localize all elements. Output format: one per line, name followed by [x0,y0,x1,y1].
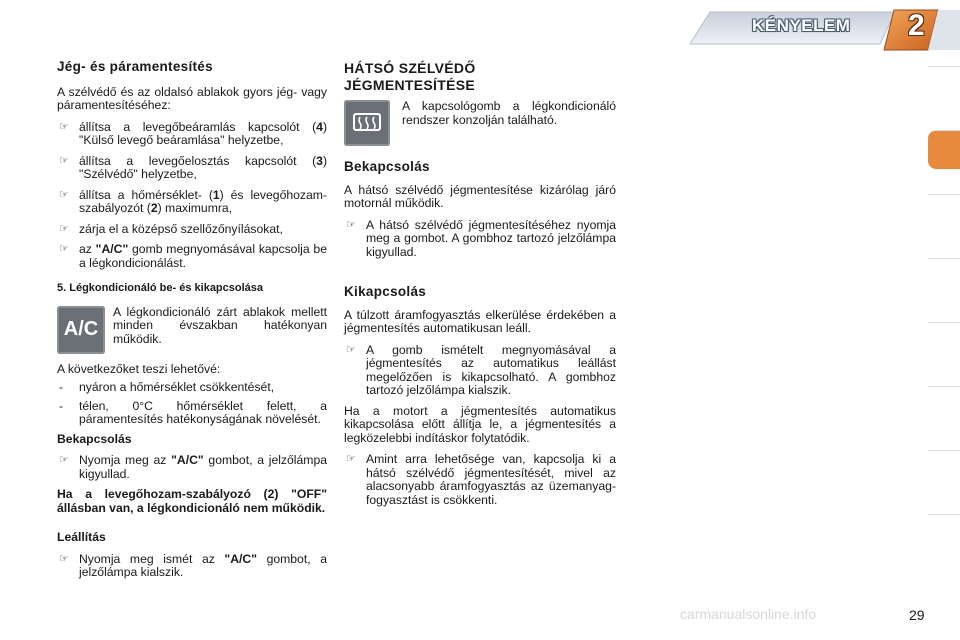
side-tab[interactable] [928,66,960,105]
ac-button-icon: A/C [57,306,105,354]
side-tab[interactable] [928,514,960,553]
list-item: ☞ Nyomja meg ismét az "A/C" gombot, a jelzőlámpa kialszik. [59,551,327,579]
side-tab-active[interactable] [928,130,960,169]
pointing-hand-icon: ☞ [59,243,69,255]
rear-defrost-icon [344,100,390,146]
intro-text: A szélvédő és az oldalsó ablakok gyors jég- vagy páramentesítéséhez: [57,84,327,112]
pointing-hand-icon: ☞ [59,552,69,565]
pointing-hand-icon: ☞ [346,218,356,231]
list-item: ☞ állítsa a levegőelosztás kapcsolót (3) "Szélvédő" helyzetbe, [59,153,327,181]
ac-info-box [57,306,327,354]
side-tab[interactable] [928,322,960,361]
side-tab[interactable] [928,386,960,425]
watermark: carmanualsonline.info [680,606,817,622]
pointing-hand-icon: ☞ [346,453,356,465]
ac-description: A légkondicionáló zárt ablakok mellett minden évszakban hatékonyan működik. [113,304,327,346]
list-item: - nyáron a hőmérséklet csökkentését, [59,380,275,394]
rear-defrost-location-text: A kapcsológomb a légkondicionáló rendszer konzolján található. [402,99,616,127]
rear-off-text-2: Ha a motort a jégmentesítés automatikus kikapcsolása előtt állítja le, a jégmentesítés a legközelebbi indításkor folytatódik. [344,403,616,445]
pointing-hand-icon: ☞ [346,343,356,356]
pointing-hand-icon: ☞ [59,222,69,235]
pointing-hand-icon: ☞ [59,154,69,167]
side-tab[interactable] [928,450,960,489]
list-item: ☞ az "A/C" gomb megnyomásával kapcsolja be a légkondicionálást. [59,242,327,270]
pointing-hand-icon: ☞ [59,454,69,466]
side-tab[interactable] [928,258,960,297]
list-item: ☞ állítsa a levegőbeáramlás kapcsolót (4) "Külső levegő beáramlása" helyzetbe, [59,119,327,147]
list-item: - télen, 0°C hőmérséklet felett, a páramentesítés hatékonyságának növelését. [59,398,327,426]
right-column [344,60,616,514]
rear-on-heading: Bekapcsolás [344,159,430,174]
section-title-rear-defrost: HÁTSÓ SZÉLVÉDŐ JÉGMENTESÍTÉSE [344,60,476,93]
list-item: ☞ A hátsó szélvédő jégmentesítéséhez nyomja meg a gombot. A gombhoz tartozó jelzőlámpa kigyullad. [346,217,616,259]
rear-on-text: A hátsó szélvédő jégmentesítése kizárólag járó motornál működik. [344,182,616,210]
section-title-defog: Jég- és páramentesítés [57,59,213,74]
pointing-hand-icon: ☞ [59,120,69,133]
chapter-number: 2 [908,9,925,42]
list-item: ☞ A gomb ismételt megnyomásával a jégmentesítés az automatikus leállást megelőzően is kikapcsolható. A gombhoz tartozó jelzőlámpa kialszik. [346,342,616,397]
chapter-title: KÉNYELEM [752,16,851,35]
rear-off-heading: Kikapcsolás [344,284,427,299]
ac-section-heading: 5. Légkondicionáló be- és kikapcsolása [57,282,264,294]
left-column [57,60,327,587]
possible-text: A következőket teszi lehetővé: [57,361,221,376]
rear-defrost-info-box [344,100,616,146]
list-item: ☞ zárja el a középső szellőzőnyílásokat, [59,221,283,236]
side-tab[interactable] [928,194,960,233]
rear-off-text: A túlzott áramfogyasztás elkerülése érdekében a jégmentesítés automatikusan leáll. [344,307,616,335]
off-heading: Leállítás [57,530,106,544]
chapter-side-tabs [928,66,960,576]
page-number: 29 [909,607,925,623]
on-heading: Bekapcsolás [57,431,132,446]
list-item: ☞ állítsa a hőmérséklet- (1) és levegőhozam-szabályozót (2) maximumra, [59,187,327,215]
list-item: ☞ Amint arra lehetősége van, kapcsolja ki a hátsó szélvédő jégmentesítését, mivel az alacsonyabb áramfogyasztás az üzemanyag-fogyasztást is csökkenti. [346,452,616,507]
pointing-hand-icon: ☞ [59,188,69,201]
list-item: ☞ Nyomja meg az "A/C" gombot, a jelzőlámpa kigyullad. [59,453,327,481]
warning-text: Ha a levegőhozam-szabályozó (2) "OFF" állásban van, a légkondicionáló nem működik. [57,487,327,515]
